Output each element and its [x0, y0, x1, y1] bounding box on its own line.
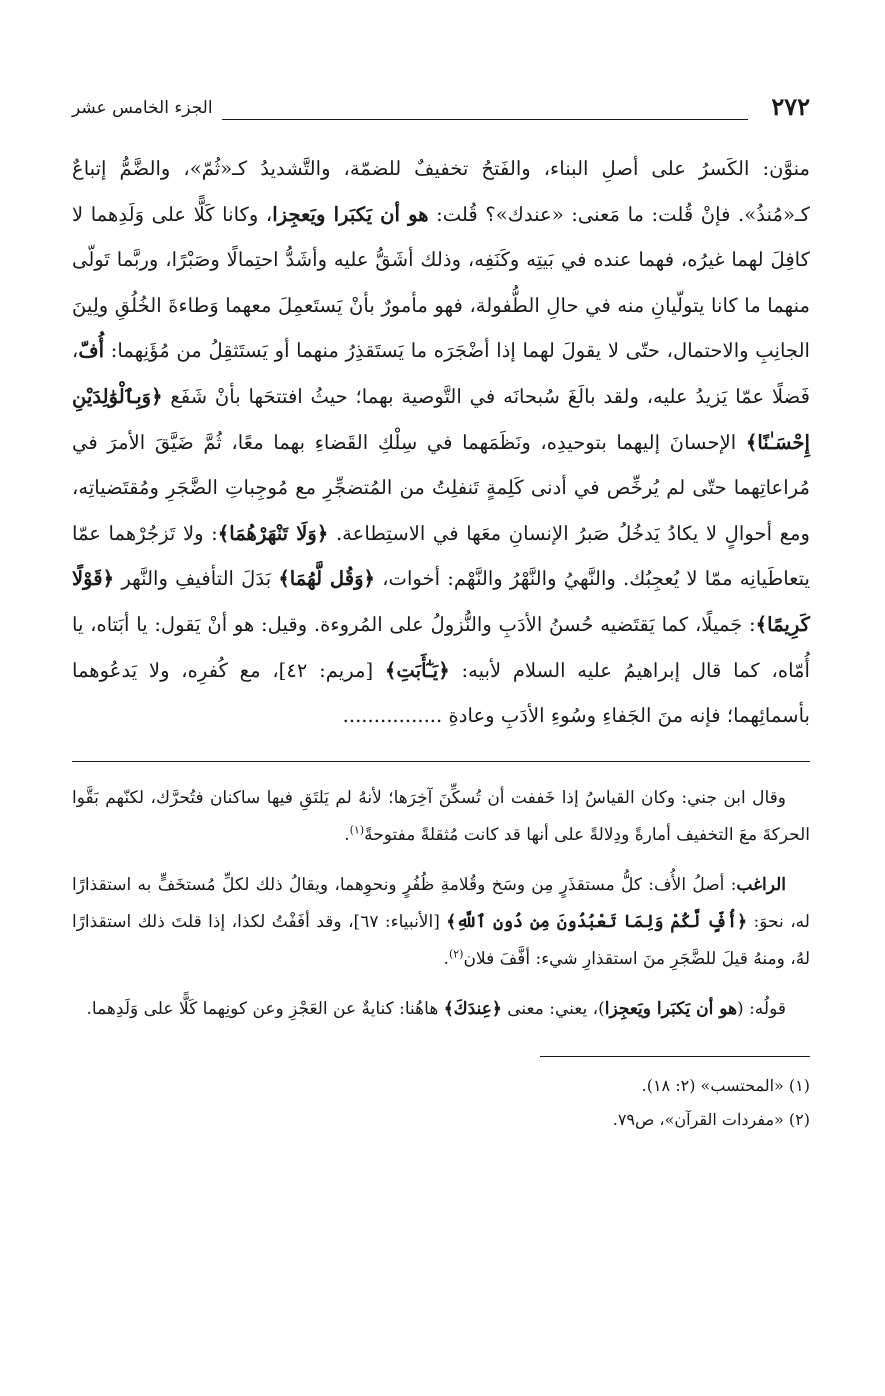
- author-name: الراغب: [736, 874, 786, 895]
- footnote-ref: (٢): [448, 947, 464, 961]
- quran-verse: ﴿وَبِٱلْوَٰلِدَيْنِ إِحْسَـٰنًا﴾: [72, 384, 810, 454]
- commentary-paragraph: وقال ابن جني: وكان القياسُ إذا خَففت أن تُسكِّنَ آخِرَها؛ لأنهُ لم يَلتَقِ فيها ساكنان فتُحرَّك، لكنّهم بَقَّوا الحركةَ معَ التخفيف أمارةً ودِلالةً على أنها قد كانت مُثقلةً مفتوحةً$^{(١)}$.: [72, 787, 810, 845]
- quran-verse: ﴿أُفٍّ لَّكُمْ وَلِمَا تَعْبُدُونَ مِن دُونِ ٱللَّهِ﴾: [446, 911, 748, 932]
- quran-verse: ﴿وَلَا تَنْهَرْهُمَا﴾: [217, 521, 329, 545]
- footnote: (٢) «مفردات القرآن»، ص٧٩.: [612, 1109, 810, 1129]
- footnotes: [72, 1069, 810, 1137]
- main-paragraph: منوَّن: الكَسرُ على أصلِ البناء، والفَتحُ تخفيفٌ للضمّة، والتَّشديدُ كـ«ثُمّ»، والضَّمُّ إتباعٌ كـ«مُنذُ». فإنْ قُلت: ما مَعنى: «عندك»؟ قُلت: هو أن يَكبَرا ويَعجِزا، وكانا كَلًّا على وَلَدِهما لا كافِلَ لهما غيرُه، فهما عنده في بَيتِه وكَنَفِه، وذلك أشَقُّ عليه وأشَدُّ احتِمالًا وصَبْرًا، وربَّما تَولّى منهما ما كانا يتولّيانِ منه في حالِ الطُّفولة، فهو مأمورٌ بأنْ يَستَعمِلَ معهما وَطاءةَ الخُلُقِ ولِينَ الجانِبِ والاحتمال، حتّى لا يقولَ لهما إذا أضْجَرَه ما يَستَقذِرُ منهما أو يَستَثقِلُ من مُؤَنِهما: أُفّ، فَضلًا عمّا يَزيدُ عليه، ولقد بالَغَ سُبحانَه في التَّوصية بهما؛ حيثُ افتتحَها بأنْ شَفَع ﴿وَبِٱلْوَٰلِدَيْنِ إِحْسَـٰنًا﴾ الإحسانَ إليهما بتوحيدِه، ونَظَمَهما في سِلْكِ القَضاءِ بهما معًا، ثُمَّ ضَيَّقَ الأمرَ في مُراعاتِهما حتّى لم يُرخِّص في أدنى كَلِمةٍ تَنفلِتُ من المُتضجِّرِ مع مُوجِباتِ الضَّجَرِ ومُقتَضياتِه، ومع أحوالٍ لا يكادُ يَدخُلُ صَبرُ الإنسانِ معَها في الاستِطاعة. ﴿وَلَا تَنْهَرْهُمَا﴾: ولا تَزجُرْهما عمّا يتعاطَيانِه ممّا لا يُعجِبُك. والنَّهيُ والنَّهْرُ والنَّهْم: أخوات، ﴿وَقُل لَّهُمَا﴾ بَدَلَ التأفيفِ والنَّهر ﴿قَوْلًا كَرِيمًا﴾: جَميلًا، كما يَقتَضيه حُسنُ الأدَبِ والنُّزولُ على المُروءة. وقيل: هو أنْ يَقول: يا أبَتاه، يا أُمّاه، كما قال إبراهيمُ عليه السلام لأبيه: ﴿يَـٰٓأَبَتِ﴾ [مريم: ٤٢]، مع كُفرِه، ولا يَدعُوهما بأسمائِهما؛ فإنه منَ الجَفاءِ وسُوءِ الأدَبِ وعادةِ ................: [72, 157, 810, 728]
- footnote-rule: [540, 1056, 810, 1057]
- commentary-separator: [72, 761, 810, 762]
- commentary: [72, 780, 810, 1028]
- commentary-paragraph: قولُه: (هو أن يَكبَرا ويَعجِزا)، يعني: معنى ﴿عِندَكَ﴾ هاهُنا: كنايةٌ عن العَجْزِ وعن كونِهما كَلًّا على وَلَدِهما.: [86, 998, 786, 1019]
- page: [72, 92, 810, 1137]
- footnote-ref: (١): [349, 823, 365, 837]
- quoted-phrase: هو أن يَكبَرا ويَعجِزا: [604, 998, 738, 1019]
- quran-verse: ﴿يَـٰٓأَبَتِ﴾: [384, 658, 450, 682]
- quran-verse: ﴿وَقُل لَّهُمَا﴾: [278, 567, 376, 591]
- page-number: ٢٧٢: [771, 92, 810, 121]
- quran-verse: ﴿قَوْلًا كَرِيمًا﴾: [72, 567, 810, 636]
- quoted-word: أُفّ: [78, 339, 105, 363]
- part-title: الجزء الخامس عشر: [72, 98, 213, 118]
- continuation-dots: ................: [342, 704, 443, 728]
- quran-verse: ﴿عِندَكَ﴾: [443, 998, 502, 1019]
- page-header: [72, 92, 810, 132]
- commentary-paragraph: الراغب: أصلُ الأُف: كلُّ مستقذَرٍ مِن وسَخ وقُلامةِ ظُفُرٍ ونحوِهما، ويقالُ ذلك لكلِّ مُستخَفٍّ به استقذارًا له، نحوَ: ﴿أُفٍّ لَّكُمْ وَلِمَا تَعْبُدُونَ مِن دُونِ ٱللَّهِ﴾ [الأنبياء: ٦٧]، وقد أفَفْتُ لكذا، إذا قلتَ ذلك استقذارًا لهُ، ومنهُ قيلَ للضَّجَرِ منَ استقذارِ شيء: أفَّفَ فلان$^{(٢)}$.: [72, 874, 810, 969]
- quoted-phrase: هو أن يَكبَرا ويَعجِزا: [272, 202, 429, 226]
- header-rule: [222, 119, 748, 120]
- footnote: (١) «المحتسب» (٢: ١٨).: [641, 1075, 810, 1095]
- main-text: [72, 146, 810, 739]
